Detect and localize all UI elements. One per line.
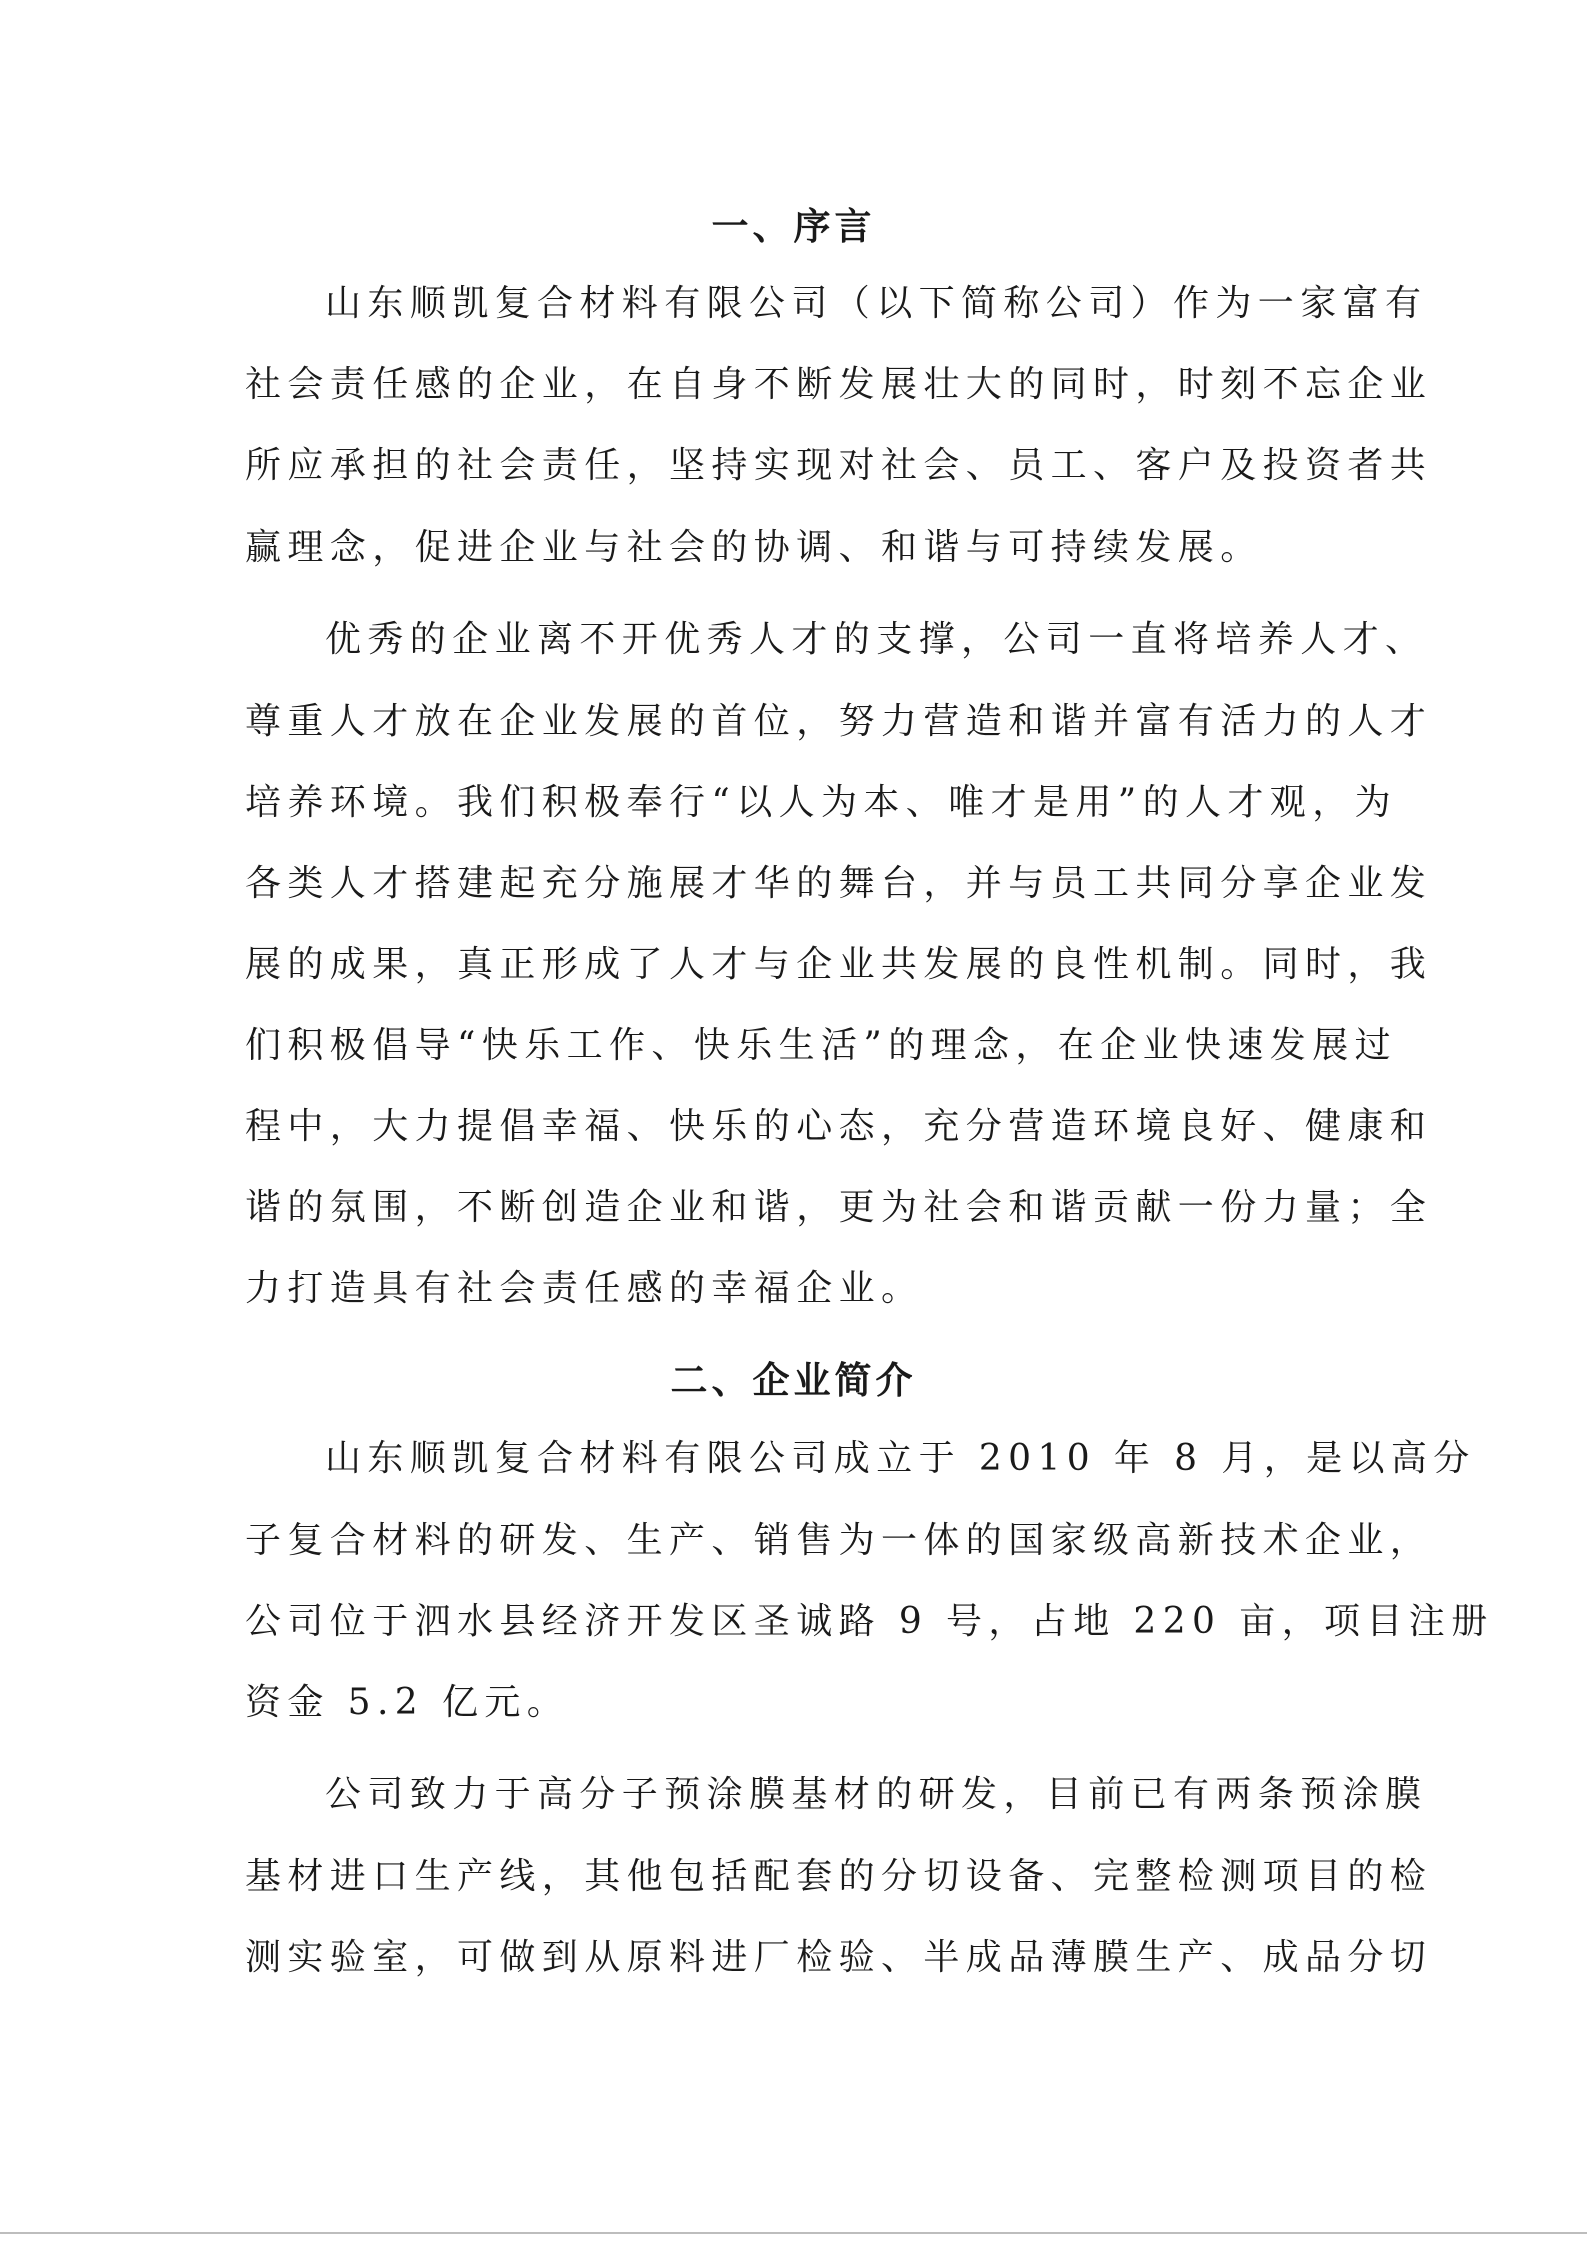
paragraph-line: 谐的氛围，不断创造企业和谐，更为社会和谐贡献一份力量；全 bbox=[245, 1187, 1433, 1228]
paragraph-line: 资金 5.2 亿元。 bbox=[245, 1682, 570, 1723]
scan-edge-divider bbox=[0, 2232, 1587, 2234]
paragraph-line: 赢理念，促进企业与社会的协调、和谐与可持续发展。 bbox=[245, 527, 1263, 568]
paragraph-line: 程中，大力提倡幸福、快乐的心态，充分营造环境良好、健康和 bbox=[245, 1106, 1433, 1147]
paragraph-line: 公司位于泗水县经济开发区圣诚路 9 号，占地 220 亩，项目注册 bbox=[245, 1601, 1494, 1642]
paragraph-line: 们积极倡导“快乐工作、快乐生活”的理念，在企业快速发展过 bbox=[245, 1025, 1398, 1066]
paragraph-line: 测实验室，可做到从原料进厂检验、半成品薄膜生产、成品分切 bbox=[245, 1937, 1433, 1978]
paragraph-line: 力打造具有社会责任感的幸福企业。 bbox=[245, 1268, 924, 1309]
paragraph-line: 山东顺凯复合材料有限公司（以下简称公司）作为一家富有 bbox=[325, 283, 1428, 324]
paragraph-line: 社会责任感的企业，在自身不断发展壮大的同时，时刻不忘企业 bbox=[245, 364, 1433, 405]
section-heading-preface: 一、序言 bbox=[711, 204, 876, 248]
paragraph-line: 尊重人才放在企业发展的首位，努力营造和谐并富有活力的人才 bbox=[245, 701, 1433, 742]
paragraph-line: 优秀的企业离不开优秀人才的支撑，公司一直将培养人才、 bbox=[325, 619, 1428, 660]
paragraph-line: 所应承担的社会责任，坚持实现对社会、员工、客户及投资者共 bbox=[245, 445, 1433, 486]
paragraph-line: 展的成果，真正形成了人才与企业共发展的良性机制。同时，我 bbox=[245, 944, 1433, 985]
paragraph-line: 公司致力于高分子预涂膜基材的研发，目前已有两条预涂膜 bbox=[325, 1774, 1428, 1815]
paragraph-line: 子复合材料的研发、生产、销售为一体的国家级高新技术企业， bbox=[245, 1520, 1433, 1561]
section-heading-company-profile: 二、企业简介 bbox=[670, 1358, 917, 1402]
paragraph-line: 各类人才搭建起充分施展才华的舞台，并与员工共同分享企业发 bbox=[245, 863, 1433, 904]
paragraph-line: 基材进口生产线，其他包括配套的分切设备、完整检测项目的检 bbox=[245, 1856, 1433, 1897]
paragraph-line: 培养环境。我们积极奉行“以人为本、唯才是用”的人才观，为 bbox=[245, 782, 1398, 823]
paragraph-line: 山东顺凯复合材料有限公司成立于 2010 年 8 月，是以高分 bbox=[325, 1438, 1476, 1479]
